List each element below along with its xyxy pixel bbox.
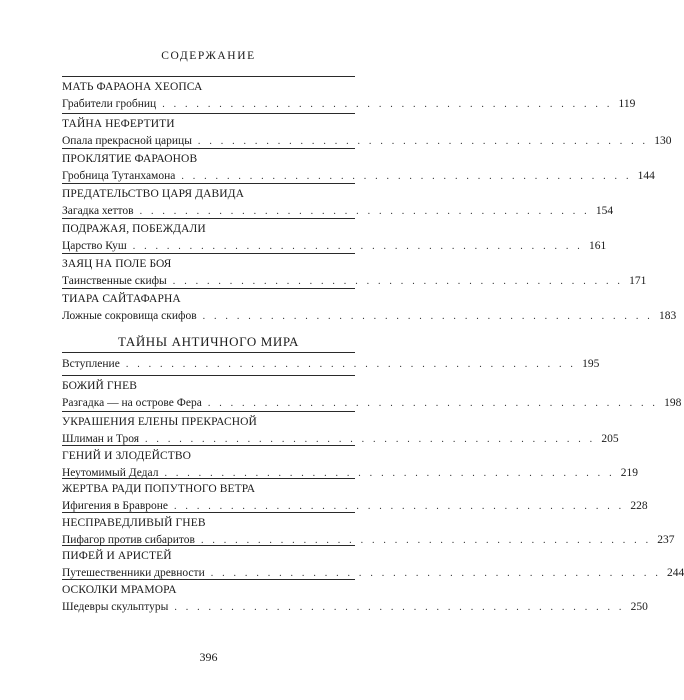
entry-heading: МАТЬ ФАРАОНА ХЕОПСА (62, 81, 203, 93)
entry-rule (62, 183, 355, 184)
entry-title: Царство Куш (62, 240, 127, 252)
entry-line (62, 396, 682, 411)
entry-title: Гробница Тутанхамона (62, 170, 176, 182)
entry-rule (62, 579, 355, 580)
dot-leader: . . . . . . . . . . . . . . . . . . . . . . . . . . . . . . . . . . . . . . . . (197, 136, 649, 147)
entry-title: Опала прекрасной царицы (62, 135, 192, 147)
entry-line (62, 274, 647, 289)
entry-page: 119 (618, 98, 636, 110)
entry-page: 250 (630, 601, 648, 613)
entry-page: 219 (620, 467, 639, 479)
entry-heading: УКРАШЕНИЯ ЕЛЕНЫ ПРЕКРАСНОЙ (62, 416, 257, 428)
dot-leader: . . . . . . . . . . . . . . . . . . . . . . . . . . . . . . . . . . . . . . . . (181, 171, 632, 182)
entry-rule (62, 545, 355, 546)
entry-title: Вступление (62, 358, 120, 370)
entry-title: Путешественники древности (62, 567, 205, 579)
entry-rule (62, 253, 355, 254)
entry-heading: ГЕНИЙ И ЗЛОДЕЙСТВО (62, 450, 192, 462)
entry-title: Разгадка — на острове Фера (62, 397, 202, 409)
entry-title: Шедевры скульптуры (62, 601, 169, 613)
page-number: 396 (199, 650, 218, 664)
entry-rule (62, 352, 355, 353)
toc-page (62, 0, 684, 700)
dot-leader: . . . . . . . . . . . . . . . . . . . . . . . . . . . . . . . . . . . . . . . . (139, 206, 590, 217)
entry-line (62, 239, 607, 254)
entry-line (62, 134, 672, 149)
dot-leader: . . . . . . . . . . . . . . . . . . . . . . . . . . . . . . . . . . . . . . . . (200, 535, 652, 546)
section-title: ТАЙНЫ АНТИЧНОГО МИРА (117, 334, 300, 349)
entry-page: 154 (595, 205, 614, 217)
entry-heading: ТИАРА САЙТАФАРНА (62, 293, 181, 305)
dot-leader: . . . . . . . . . . . . . . . . . . . . . . . . . . . . . . . . . . . . . . . . (125, 359, 577, 370)
running-head: СОДЕРЖАНИЕ (161, 50, 256, 62)
entry-page: 237 (657, 534, 675, 546)
entry-page: 161 (589, 240, 607, 252)
entry-rule (62, 148, 355, 149)
entry-rule (62, 76, 355, 77)
dot-leader: . . . . . . . . . . . . . . . . . . . . . . . . . . . . . . . . . . . . . . . . (172, 276, 624, 287)
entry-page: 130 (654, 135, 672, 147)
entry-heading: БОЖИЙ ГНЕВ (62, 380, 137, 392)
entry-line (62, 357, 600, 372)
entry-rule (62, 218, 355, 219)
entry-heading: ПРЕДАТЕЛЬСТВО ЦАРЯ ДАВИДА (62, 188, 245, 200)
entry-line (62, 169, 655, 184)
entry-heading: ПОДРАЖАЯ, ПОБЕЖДАЛИ (62, 223, 206, 235)
dot-leader: . . . . . . . . . . . . . . . . . . . . . . . . . . . . . . . . . . . . . . . . (132, 241, 583, 252)
dot-leader: . . . . . . . . . . . . . . . . . . . . . . . . . . . . . . . . . . . . . . . . (174, 501, 625, 512)
entry-heading: ПРОКЛЯТИЕ ФАРАОНОВ (62, 153, 198, 165)
entry-rule (62, 445, 355, 446)
entry-title: Загадка хеттов (62, 205, 134, 217)
entry-heading: ЗАЯЦ НА ПОЛЕ БОЯ (62, 258, 172, 270)
dot-leader: . . . . . . . . . . . . . . . . . . . . . . . . . . . . . . . . . . . . . . . . (174, 602, 625, 613)
dot-leader: . . . . . . . . . . . . . . . . . . . . . . . . . . . . . . . . . . . . . . . . (202, 311, 653, 322)
entry-line (62, 204, 614, 219)
entry-title: Пифагор против сибаритов (62, 534, 195, 546)
dot-leader: . . . . . . . . . . . . . . . . . . . . . . . . . . . . . . . . . . . . . . . . (210, 568, 662, 579)
entry-page: 183 (658, 310, 677, 322)
entry-heading: ПИФЕЙ И АРИСТЕЙ (62, 550, 172, 562)
entry-page: 195 (582, 358, 600, 370)
entry-page: 171 (629, 275, 647, 287)
entry-rule (62, 512, 355, 513)
entry-rule (62, 113, 355, 114)
entry-heading: ЖЕРТВА РАДИ ПОПУТНОГО ВЕТРА (62, 483, 256, 495)
entry-line (62, 309, 677, 324)
dot-leader: . . . . . . . . . . . . . . . . . . . . . . . . . . . . . . . . . . . . . . . . (162, 99, 613, 110)
entry-title: Неутомимый Дедал (62, 467, 159, 479)
entry-rule (62, 478, 355, 479)
entry-title: Ложные сокровища скифов (62, 310, 197, 322)
entry-line (62, 97, 636, 112)
entry-rule (62, 375, 355, 376)
entry-line (62, 600, 648, 615)
entry-rule (62, 288, 355, 289)
entry-heading: ОСКОЛКИ МРАМОРА (62, 584, 177, 596)
entry-page: 228 (630, 500, 648, 512)
dot-leader: . . . . . . . . . . . . . . . . . . . . . . . . . . . . . . . . . . . . . . . . (207, 398, 659, 409)
dot-leader: . . . . . . . . . . . . . . . . . . . . . . . . . . . . . . . . . . . . . . . . (164, 468, 615, 479)
entry-heading: ТАЙНА НЕФЕРТИТИ (62, 118, 175, 130)
entry-heading: НЕСПРАВЕДЛИВЫЙ ГНЕВ (62, 517, 206, 529)
entry-title: Шлиман и Троя (62, 433, 140, 445)
entry-page: 198 (664, 397, 682, 409)
dot-leader: . . . . . . . . . . . . . . . . . . . . . . . . . . . . . . . . . . . . . . . . (145, 434, 596, 445)
entry-page: 244 (667, 567, 684, 579)
entry-page: 144 (637, 170, 655, 182)
entry-page: 205 (601, 433, 619, 445)
entry-title: Грабители гробниц (62, 98, 157, 110)
entry-rule (62, 411, 355, 412)
entry-title: Ифигения в Бравроне (62, 500, 169, 512)
entry-title: Таинственные скифы (62, 275, 167, 287)
